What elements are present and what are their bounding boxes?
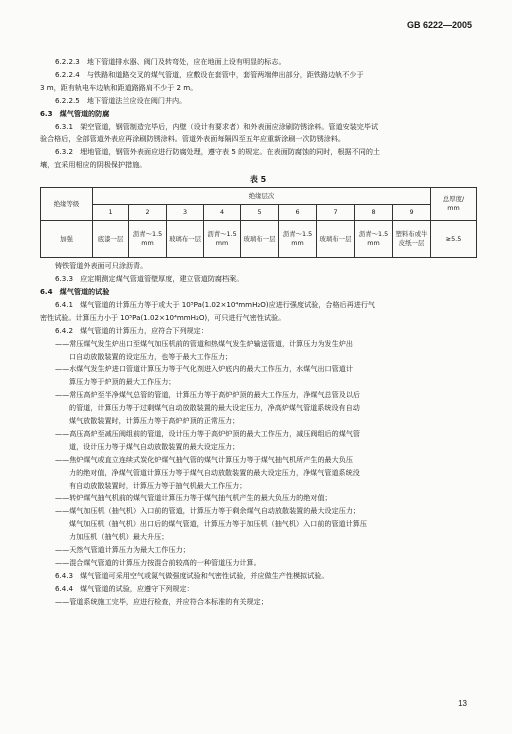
total-thickness-cell: ≥5.5	[431, 221, 477, 258]
table-row	[41, 221, 477, 258]
paragraph-line: 6.4.4 煤气管道的试验，应遵守下列规定：	[55, 583, 194, 593]
paragraph-line: ——天然气管道计算压力为最大工作压力；	[55, 545, 190, 555]
layer-number: 3	[167, 205, 204, 221]
layer-cell: 塑料布或牛皮纸一层	[393, 221, 431, 258]
paragraph-line: 的管道，计算压力等于过剩煤气自动放散装置的最大设定压力，净高炉煤气管道系统设有自动	[69, 403, 360, 413]
paragraph-line: 3 m，距有轨电车边轨和距道路路肩不少于 2 m。	[40, 82, 198, 92]
paragraph-line: 煤气放散装置时，计算压力等于高炉炉顶的正常压力；	[69, 416, 240, 426]
paragraph-line: 力加压机（抽气机）最大升压；	[69, 532, 169, 542]
paragraph-line: 6.4.3 煤气管道可采用空气或氮气做强度试验和气密性试验，并应做生产性模拟试验。	[55, 570, 329, 580]
paragraphs-top	[40, 56, 476, 172]
page-number: 13	[458, 699, 467, 708]
layer-number: 1	[93, 205, 129, 221]
col-header-grade: 绝缘等级	[41, 188, 93, 221]
paragraph-line: 密性试验。计算压力小于 10⁵Pa(1.02×10⁴mmH₂O)，可只进行气密性试验。	[40, 312, 286, 322]
paragraph-line: 口自动放散装置的设定压力，也等于最大工作压力；	[69, 351, 233, 361]
layer-cell: 玻璃布一层	[241, 221, 279, 258]
table-caption: 表 5	[249, 175, 267, 185]
layer-number: 4	[204, 205, 241, 221]
layer-number: 5	[241, 205, 279, 221]
section-heading: 6.4 煤气管道的试验	[40, 286, 110, 296]
layer-cell: 玻璃布一层	[317, 221, 355, 258]
paragraph-line: 力的绝对值，净煤气管道计算压力等于煤气自动放散装置的最大设定压力，净煤气管道系统没	[69, 467, 360, 477]
layer-number-row	[41, 205, 477, 221]
total-header-label: 总厚度/	[442, 195, 465, 204]
col-header-total	[431, 188, 477, 221]
col-header-layers: 绝缘层次	[93, 188, 431, 205]
paragraph-line: 6.4.2 煤气管道的计算压力，应符合下列规定：	[55, 325, 208, 335]
paragraph-line: ——煤气加压机（抽气机）入口前的管道，计算压力等于剩余煤气自动放散装置的最大设定压力；	[55, 506, 361, 516]
paragraph-line: 有自动放散装置时，计算压力等于抽气机最大工作压力；	[69, 480, 247, 490]
paragraph-line: ——管道系统施工完毕，应进行检查，并应符合本标准的有关规定；	[55, 596, 268, 606]
paragraph-line: 6.3.3 应定期测定煤气管道管壁厚度，建立管道防腐档案。	[55, 274, 244, 284]
paragraph-line: 6.2.2.3 地下管道排水器、阀门及转弯处，应在地面上设有明显的标志。	[55, 57, 286, 66]
section-heading: 6.3 煤气管道的防腐	[40, 108, 110, 118]
paragraph-line: 铸铁管道外表面可只涂沥青。	[55, 261, 148, 271]
insulation-table	[40, 187, 477, 258]
layer-number: 6	[279, 205, 317, 221]
paragraph-line: 6.2.2.4 与铁路和道路交叉的煤气管道，应敷设在套管中，套管两端伸出部分，距铁路边轨不少于	[55, 69, 364, 79]
layer-number: 2	[129, 205, 167, 221]
paragraph-line: ——转炉煤气抽气机前的煤气管道计算压力等于煤气抽气机产生的最大负压力的绝对值；	[55, 493, 332, 503]
layer-number: 9	[393, 205, 431, 221]
paragraphs-bottom	[40, 260, 476, 608]
paragraph-line: 6.4.1 煤气管道的计算压力等于或大于 10⁵Pa(1.02×10⁴mmH₂O)应进行强度试验，合格后再进行气	[55, 299, 376, 309]
paragraph-line: 验合格后，全部管道外表应再涂刷防锈涂料。管道外表面每隔四至五年应重新涂刷一次防锈涂料。	[40, 134, 346, 144]
paragraph-line: ——水煤气发生炉进口管道计算压力等于气化剂进入炉底内的最大工作压力，水煤气出口管道计	[55, 364, 353, 374]
paragraph-line: 煤气加压机（抽气机）出口后的煤气管道，计算压力等于加压机（抽气机）入口前的管道计算压	[69, 519, 367, 529]
paragraph-line: ——常压煤气发生炉出口至煤气加压机前的管道和热煤气发生炉输送管道，计算压力为发生炉出	[55, 338, 353, 348]
row-label: 加强	[41, 221, 93, 258]
standard-code: GB 6222—2005	[406, 20, 472, 30]
paragraph-line: ——混合煤气管道的计算压力按混合前较高的一种管道压力计算。	[55, 558, 261, 567]
layer-number: 7	[317, 205, 355, 221]
paragraph-line: 6.3.2 埋地管道，钢管外表面应进行防腐处理，遵守表 5 的规定。在表面防腐蚀的同时，根据不同的土	[55, 147, 381, 157]
layer-cell: 沥青～1.5 mm	[204, 221, 241, 258]
paragraph-line: 算压力等于炉顶的最大工作压力；	[69, 377, 176, 387]
paragraph-line: 6.3.1 架空管道，钢管制造完毕后，内壁（设计有要求者）和外表面应涂刷防锈涂料。管道安装完毕试	[55, 121, 379, 131]
layer-cell: 玻璃布一层	[167, 221, 204, 258]
layer-cell: 沥青～1.5 mm	[279, 221, 317, 258]
paragraph-line: 壤，宜采用相应的阴极保护措施。	[40, 160, 147, 170]
total-header-unit: mm	[447, 204, 460, 213]
layer-cell: 沥青～1.5 mm	[355, 221, 393, 258]
paragraph-line: 道，设计压力等于煤气自动放散装置的最大设定压力；	[69, 441, 240, 451]
paragraph-line: ——常压高炉至半净煤气总管的管道，计算压力等于高炉炉顶的最大工作压力，净煤气总管及以后	[55, 390, 361, 400]
paragraph-line: 6.2.2.5 地下管道法兰应设在阀门井内。	[55, 95, 187, 105]
layer-cell: 底漆一层	[93, 221, 129, 258]
paragraph-line: ——高压高炉至减压阀组前的管道，设计压力等于高炉炉顶的最大工作压力，减压阀组后的煤气管	[55, 428, 361, 438]
document-body	[40, 56, 476, 609]
paragraph-line: ——焦炉煤气或直立连续式炭化炉煤气抽气管的煤气计算压力等于煤气抽气机所产生的最大负压	[55, 454, 353, 464]
layer-cell: 沥青～1.5 mm	[129, 221, 167, 258]
layer-number: 8	[355, 205, 393, 221]
